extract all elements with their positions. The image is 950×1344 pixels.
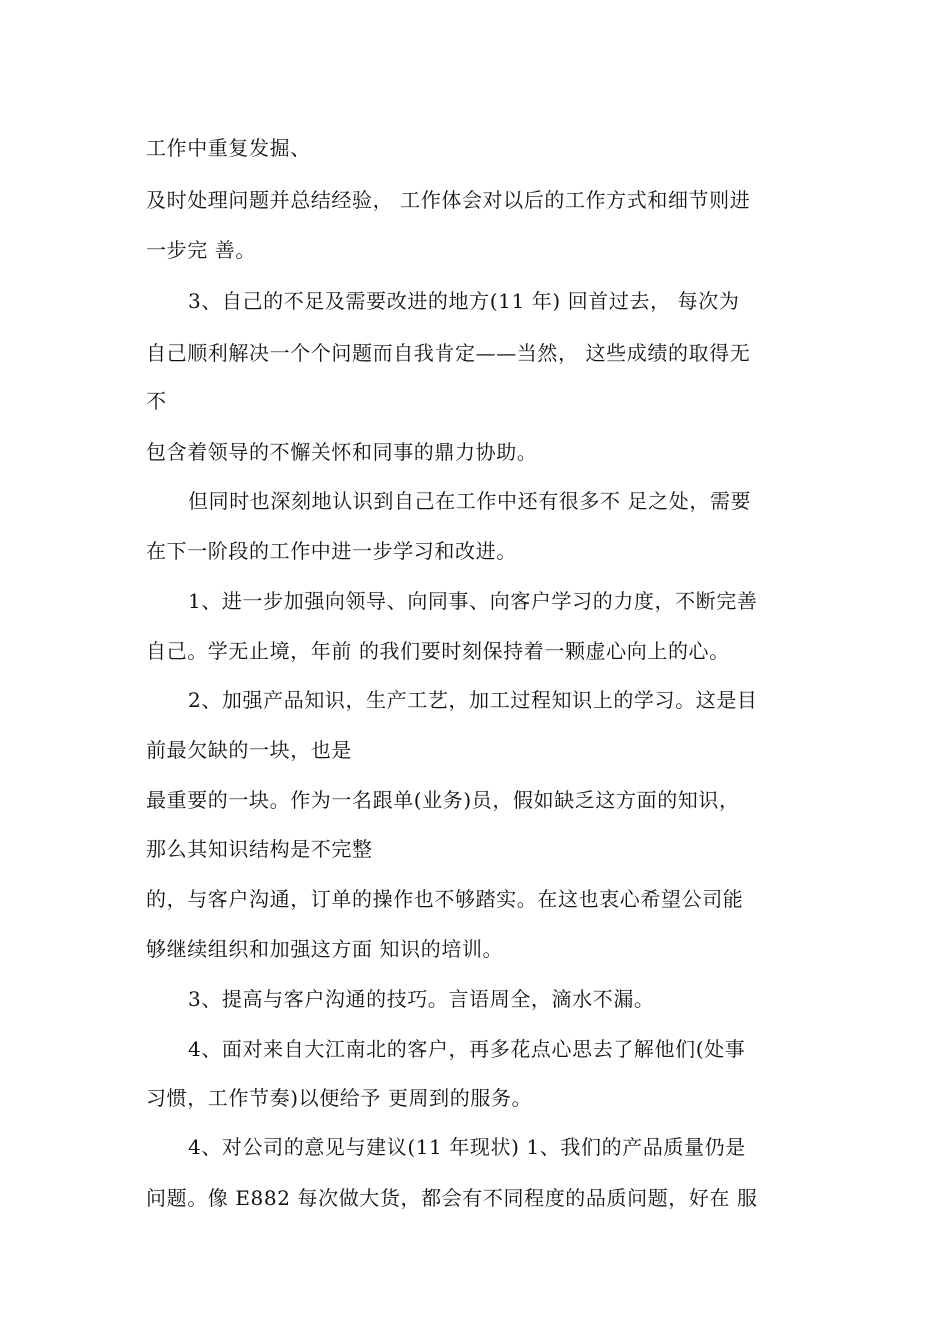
text-line: 前最欠缺的一块，也是 bbox=[146, 738, 352, 762]
text-line: 自己顺利解决一个个问题而自我肯定——当然， 这些成绩的取得无 bbox=[146, 341, 751, 365]
text-line: 问题。像 E882 每次做大货，都会有不同程度的品质问题，好在 服 bbox=[146, 1186, 758, 1210]
text-line: 包含着领导的不懈关怀和同事的鼎力协助。 bbox=[146, 440, 538, 464]
text-line: 在下一阶段的工作中进一步学习和改进。 bbox=[146, 539, 517, 563]
text-line: 习惯，工作节奏)以便给予 更周到的服务。 bbox=[146, 1086, 533, 1110]
text-line: 自己。学无止境，年前 的我们要时刻保持着一颗虚心向上的心。 bbox=[146, 639, 730, 663]
text-line: 及时处理问题并总结经验， 工作体会对以后的工作方式和细节则进 bbox=[146, 188, 751, 212]
text-line: 最重要的一块。作为一名跟单(业务)员，假如缺乏这方面的知识， bbox=[146, 788, 740, 812]
text-line: 够继续组织和加强这方面 知识的培训。 bbox=[146, 937, 504, 961]
text-line: 4、对公司的意见与建议(11 年现状) 1、我们的产品质量仍是 bbox=[188, 1135, 746, 1159]
text-line: 但同时也深刻地认识到自己在工作中还有很多不 足之处，需要 bbox=[188, 489, 752, 513]
text-line: 工作中重复发掘、 bbox=[146, 136, 311, 160]
text-line: 4、面对来自大江南北的客户，再多花点心思去了解他们(处事 bbox=[188, 1037, 746, 1061]
text-line: 2、加强产品知识，生产工艺，加工过程知识上的学习。这是目 bbox=[188, 688, 758, 712]
text-line: 1、进一步加强向领导、向同事、向客户学习的力度，不断完善 bbox=[188, 589, 758, 613]
text-line: 那么其知识结构是不完整 bbox=[146, 837, 373, 861]
text-line: 一步完 善。 bbox=[146, 238, 256, 262]
text-line: 不 bbox=[146, 389, 167, 413]
text-line: 3、自己的不足及需要改进的地方(11 年) 回首过去， 每次为 bbox=[188, 289, 740, 313]
text-line: 的，与客户沟通，订单的操作也不够踏实。在这也衷心希望公司能 bbox=[146, 887, 744, 911]
text-line: 3、提高与客户沟通的技巧。言语周全，滴水不漏。 bbox=[188, 987, 655, 1011]
